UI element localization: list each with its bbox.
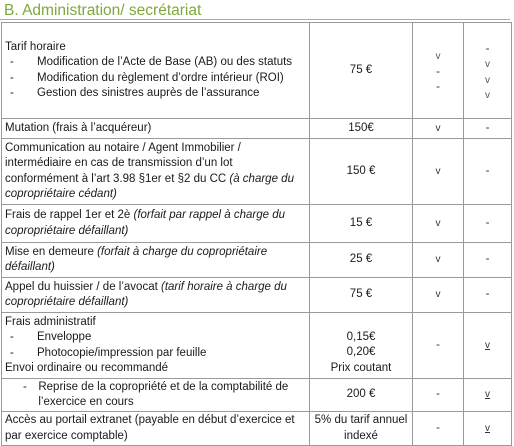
table-row	[2, 243, 512, 278]
price-cell: 150 €	[310, 139, 413, 205]
table-row	[2, 139, 512, 205]
marker-cell: -	[413, 412, 464, 446]
marker-cell: - v v v	[464, 23, 512, 119]
price-cell: 75 €	[310, 278, 413, 313]
description-cell: Accès au portail extranet (payable en début d’exercice et par exercice comptable)	[2, 412, 310, 446]
list-item: - Photocopie/impression par feuille	[10, 346, 207, 359]
description-cell: Mise en demeure (forfait à charge du copropriétaire défaillant)	[2, 243, 310, 278]
marker-cell: -	[464, 205, 512, 243]
table-row	[2, 412, 512, 446]
check-icon: v	[485, 74, 490, 86]
list-item: - Enveloppe	[10, 331, 92, 343]
table-row	[2, 119, 512, 139]
marker-cell: -	[464, 139, 512, 205]
check-icon: v	[413, 278, 464, 313]
list-item: - Modification de l’Acte de Base (AB) ou des statuts	[10, 56, 293, 68]
table-row	[2, 205, 512, 243]
marker-cell: -	[464, 278, 512, 313]
description-cell: - Reprise de la copropriété et de la comptabilité de l’exercice en cours	[2, 379, 310, 412]
table-row	[2, 379, 512, 412]
row-title: Tarif horaire	[5, 40, 66, 53]
price-cell: 75 €	[310, 23, 413, 119]
marker-cell: -	[413, 379, 464, 412]
check-icon: v	[435, 51, 441, 63]
check-icon: v	[485, 90, 490, 101]
price-cell: 5% du tarif annuel indexé	[310, 412, 413, 446]
description-cell: Communication au notaire / Agent Immobilier / intermédiaire en cas de transmission d’un lot conformément à l’art 3.98 §1er et §2 du CC (à charge du copropriétaire cédant)	[2, 139, 310, 205]
marker-cell: -	[413, 313, 464, 379]
list-item: - Gestion des sinistres auprès de l’assurance	[10, 87, 260, 99]
check-link-icon[interactable]: v	[464, 313, 512, 379]
row-title: Frais administratif	[5, 315, 96, 328]
check-icon: v	[413, 119, 464, 139]
table-row	[2, 313, 512, 379]
section-title: B. Administration/ secrétariat	[0, 0, 514, 22]
check-link-icon[interactable]: v	[464, 379, 512, 412]
table-row	[2, 23, 512, 119]
price-cell: 200 €	[310, 379, 413, 412]
description-cell: Frais de rappel 1er et 2è (forfait par rappel à charge du copropriétaire défaillant)	[2, 205, 310, 243]
check-icon: v	[485, 59, 490, 70]
check-icon: v	[413, 139, 464, 205]
check-icon: v	[413, 243, 464, 278]
description-cell	[2, 313, 310, 379]
marker-cell: -	[464, 119, 512, 139]
check-link-icon[interactable]: v	[464, 412, 512, 446]
price-cell: 15 €	[310, 205, 413, 243]
table-row	[2, 278, 512, 313]
price-cell: 0,15€ 0,20€ Prix coutant	[310, 313, 413, 379]
row-footer: Envoi ordinaire ou recommandé	[5, 362, 169, 374]
tariff-table	[1, 22, 512, 446]
description-cell: Mutation (frais à l’acquéreur)	[2, 119, 310, 139]
description-cell: Appel du huissier / de l’avocat (tarif horaire à charge du copropriétaire défaillant)	[2, 278, 310, 313]
price-cell: 150€	[310, 119, 413, 139]
list-item: - Modification du règlement d’ordre intérieur (ROI)	[10, 71, 284, 84]
description-cell	[2, 23, 310, 119]
marker-cell: v - -	[413, 23, 464, 119]
marker-cell: -	[464, 243, 512, 278]
check-icon: v	[413, 205, 464, 243]
price-cell: 25 €	[310, 243, 413, 278]
